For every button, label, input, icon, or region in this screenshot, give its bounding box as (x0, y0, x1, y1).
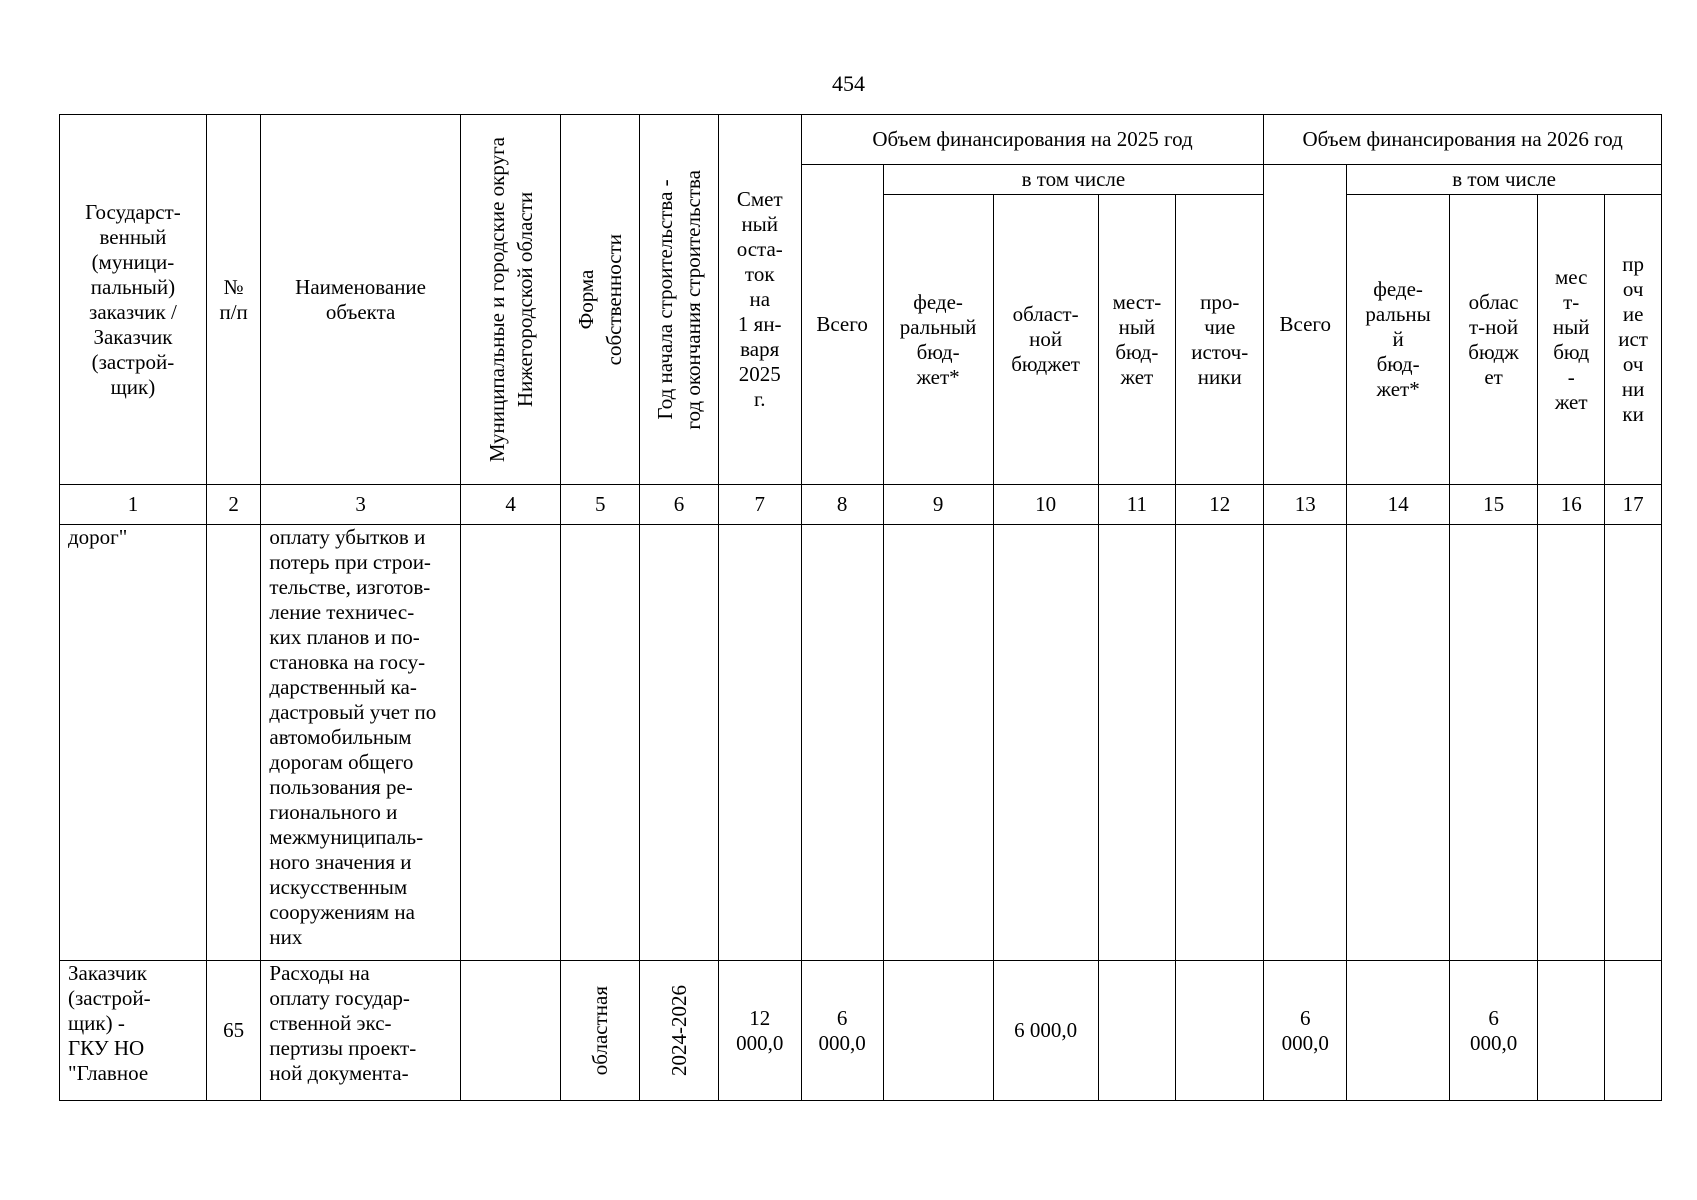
total-2025-cell (801, 525, 883, 961)
column-number: 10 (993, 485, 1098, 525)
header-estimate: Смет ный оста- ток на 1 ян- варя 2025 г. (718, 115, 801, 485)
column-number: 13 (1264, 485, 1347, 525)
column-number: 12 (1176, 485, 1264, 525)
header-group-2025: Объем финансирования на 2025 год (801, 115, 1264, 165)
total-2025-cell: 6 000,0 (801, 961, 883, 1101)
row-number-cell (206, 525, 261, 961)
column-number: 15 (1450, 485, 1538, 525)
loc-2026-cell (1538, 525, 1605, 961)
header-ownership-cell (561, 115, 640, 485)
oth-2025-cell (1176, 525, 1264, 961)
district-cell (460, 525, 561, 961)
column-number: 1 (60, 485, 207, 525)
header-district: Муниципальные и городские округа Нижегородской области (484, 136, 537, 463)
total-2026-cell: 6 000,0 (1264, 961, 1347, 1101)
customer-cell: Заказчик (застрой- щик) - ГКУ НО "Главное (60, 961, 207, 1101)
estimate-cell: 12 000,0 (718, 961, 801, 1101)
years-cell (640, 525, 719, 961)
oth-2026-cell (1605, 525, 1662, 961)
header-total-2026: Всего (1264, 165, 1347, 485)
header-oth-2026: пр оч ие ист оч ни ки (1605, 195, 1662, 485)
fed-2025-cell (883, 525, 993, 961)
total-2026-cell (1264, 525, 1347, 961)
header-fed-2026: феде- ральны й бюд- жет* (1347, 195, 1450, 485)
financing-table (59, 114, 1662, 1101)
header-loc-2026: мес т- ный бюд - жет (1538, 195, 1605, 485)
header-loc-2025: мест- ный бюд- жет (1098, 195, 1176, 485)
reg-2026-cell (1450, 525, 1538, 961)
header-group-2026: Объем финансирования на 2026 год (1264, 115, 1662, 165)
oth-2026-cell (1605, 961, 1662, 1101)
district-cell (460, 961, 561, 1101)
header-object-name: Наименование объекта (261, 115, 460, 485)
fed-2026-cell (1347, 525, 1450, 961)
header-ownership: Форма собственности (574, 233, 627, 366)
ownership-cell (561, 525, 640, 961)
reg-2026-cell: 6 000,0 (1450, 961, 1538, 1101)
column-number: 16 (1538, 485, 1605, 525)
header-district-cell (460, 115, 561, 485)
table-row (60, 961, 1662, 1101)
page-number: 454 (832, 71, 865, 96)
header-reg-2025: област- ной бюджет (993, 195, 1098, 485)
header-years: Год начала строительства - год окончания строительства (652, 169, 705, 430)
loc-2025-cell (1098, 525, 1176, 961)
customer-cell: дорог" (60, 525, 207, 961)
estimate-cell (718, 525, 801, 961)
header-years-cell (640, 115, 719, 485)
column-number: 8 (801, 485, 883, 525)
ownership-value: областная (588, 985, 613, 1076)
header-oth-2025: про- чие источ- ники (1176, 195, 1264, 485)
header-fed-2025: феде- ральный бюд- жет* (883, 195, 993, 485)
column-number: 3 (261, 485, 460, 525)
column-number: 7 (718, 485, 801, 525)
reg-2025-cell: 6 000,0 (993, 961, 1098, 1101)
years-cell (640, 961, 719, 1101)
loc-2025-cell (1098, 961, 1176, 1101)
column-number: 6 (640, 485, 719, 525)
header-incl-2026: в том числе (1347, 165, 1662, 195)
loc-2026-cell (1538, 961, 1605, 1101)
header-row-number: № п/п (206, 115, 261, 485)
header-reg-2026: облас т-ной бюдж ет (1450, 195, 1538, 485)
ownership-cell (561, 961, 640, 1101)
object-name-cell: оплату убытков и потерь при строи- тельстве, изготов- ление техничес- ких планов и по- становка на госу- дарственный ка- дастровый учет по автомобильным дорогам общего пользования ре- гионального и межмуниципаль- ного значения и искусственным сооружениям на них (261, 525, 460, 961)
column-number-row (60, 485, 1662, 525)
header-row-1 (60, 115, 1662, 165)
column-number: 11 (1098, 485, 1176, 525)
column-number: 2 (206, 485, 261, 525)
row-number-cell: 65 (206, 961, 261, 1101)
header-total-2025: Всего (801, 165, 883, 485)
object-name-cell: Расходы на оплату государ- ственной экс- пертизы проект- ной документа- (261, 961, 460, 1101)
years-value: 2024-2026 (666, 985, 691, 1076)
column-number: 4 (460, 485, 561, 525)
column-number: 9 (883, 485, 993, 525)
table-row (60, 525, 1662, 961)
column-number: 17 (1605, 485, 1662, 525)
fed-2025-cell (883, 961, 993, 1101)
column-number: 5 (561, 485, 640, 525)
fed-2026-cell (1347, 961, 1450, 1101)
reg-2025-cell (993, 525, 1098, 961)
header-incl-2025: в том числе (883, 165, 1264, 195)
column-number: 14 (1347, 485, 1450, 525)
oth-2025-cell (1176, 961, 1264, 1101)
header-customer: Государст- венный (муници- пальный) заказчик / Заказчик (застрой- щик) (60, 115, 207, 485)
